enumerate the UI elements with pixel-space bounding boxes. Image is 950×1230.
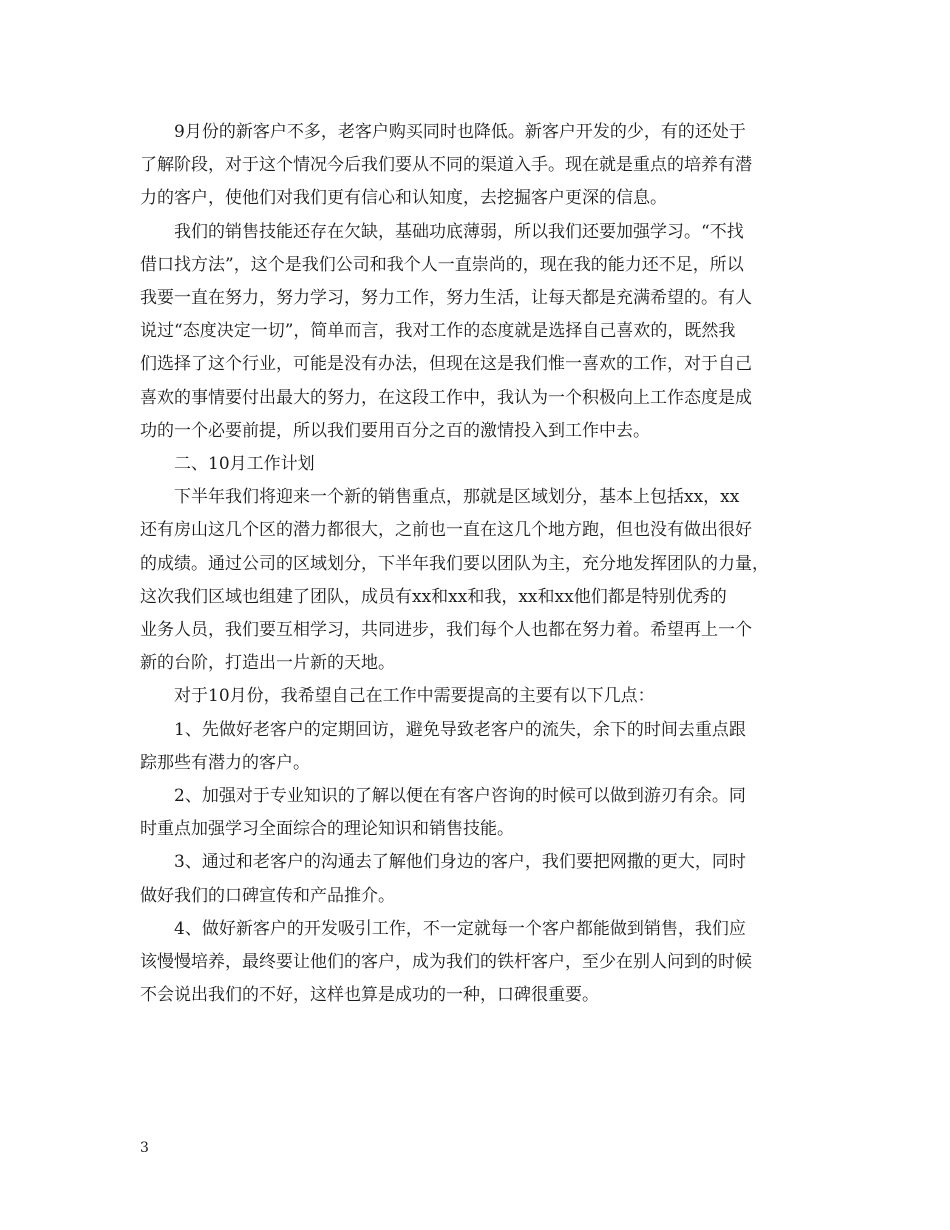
paragraph-line: 踪那些有潜力的客户。 bbox=[140, 752, 310, 773]
paragraph-line: 这次我们区域也组建了团队，成员有xx和xx和我，xx和xx他们都是特别优秀的 bbox=[140, 586, 727, 607]
paragraph-first-line: 9月份的新客户不多，老客户购买同时也降低。新客户开发的少，有的还处于 bbox=[174, 122, 746, 142]
paragraph-first-line: 我们的销售技能还存在欠缺，基础功底薄弱，所以我们还要加强学习。“不找 bbox=[174, 221, 744, 242]
paragraph-first-line: 4、做好新客户的开发吸引工作，不一定就每一个客户都能做到销售，我们应 bbox=[174, 918, 746, 939]
paragraph-first-line: 二、10月工作计划 bbox=[174, 454, 315, 474]
paragraph-line: 说过“态度决定一切”，简单而言，我对工作的态度就是选择自己喜欢的，既然我 bbox=[140, 321, 736, 342]
paragraph-line: 我要一直在努力，努力学习，努力工作，努力生活，让每天都是充满希望的。有人 bbox=[140, 288, 752, 308]
paragraph-line: 功的一个必要前提，所以我们要用百分之百的激情投入到工作中去。 bbox=[140, 420, 650, 441]
paragraph-first-line: 2、加强对于专业知识的了解以便在有客户咨询的时候可以做到游刃有余。同 bbox=[174, 786, 746, 806]
paragraph-first-line: 1、先做好老客户的定期回访，避免导致老客户的流失，余下的时间去重点跟 bbox=[174, 719, 746, 740]
paragraph-line: 的成绩。通过公司的区域划分，下半年我们要以团队为主，充分地发挥团队的力量， bbox=[140, 553, 769, 574]
paragraph-line: 该慢慢培养，最终要让他们的客户，成为我们的铁杆客户，至少在别人问到的时候 bbox=[140, 952, 752, 972]
paragraph-first-line: 3、通过和老客户的沟通去了解他们身边的客户，我们要把网撒的更大，同时 bbox=[174, 852, 746, 873]
paragraph-line: 新的台阶，打造出一片新的天地。 bbox=[140, 653, 395, 674]
paragraph-first-line: 下半年我们将迎来一个新的销售重点，那就是区域划分，基本上包括xx，xx bbox=[174, 487, 740, 508]
paragraph-first-line: 对于10月份，我希望自己在工作中需要提高的主要有以下几点： bbox=[174, 686, 655, 707]
page-number: 3 bbox=[140, 1140, 149, 1156]
paragraph-line: 做好我们的口碑宣传和产品推介。 bbox=[140, 885, 395, 906]
paragraph-line: 时重点加强学习全面综合的理论知识和销售技能。 bbox=[140, 819, 514, 840]
paragraph-line: 业务人员，我们要互相学习，共同进步，我们每个人也都在努力着。希望再上一个 bbox=[140, 620, 752, 640]
paragraph-line: 们选择了这个行业，可能是没有办法，但现在这是我们惟一喜欢的工作，对于自己 bbox=[140, 354, 752, 375]
paragraph-line: 力的客户，使他们对我们更有信心和认知度，去挖掘客户更深的信息。 bbox=[140, 188, 667, 209]
paragraph-line: 了解阶段，对于这个情况今后我们要从不同的渠道入手。现在就是重点的培养有潜 bbox=[140, 155, 752, 176]
paragraph-line: 还有房山这几个区的潜力都很大，之前也一直在这几个地方跑，但也没有做出很好 bbox=[140, 520, 752, 541]
paragraph-line: 喜欢的事情要付出最大的努力，在这段工作中，我认为一个积极向上工作态度是成 bbox=[140, 387, 752, 408]
paragraph-line: 不会说出我们的不好，这样也算是成功的一种，口碑很重要。 bbox=[140, 985, 599, 1006]
paragraph-line: 借口找方法”，这个是我们公司和我个人一直崇尚的，现在我的能力还不足，所以 bbox=[140, 254, 744, 275]
